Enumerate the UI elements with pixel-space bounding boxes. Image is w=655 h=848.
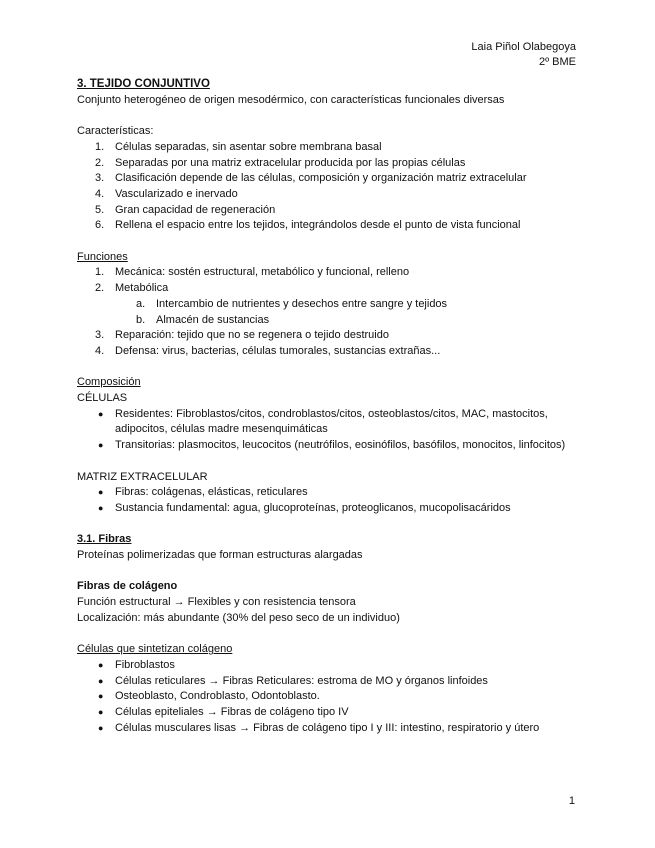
celulas-list: [77, 407, 587, 454]
list-item: ● Células reticulares → Fibras Reticulares: estroma de MO y órganos linfoides: [98, 674, 488, 687]
list-item: ● Células epiteliales → Fibras de colágeno tipo IV: [98, 706, 349, 719]
page-number: 1: [568, 795, 575, 807]
page-header: [471, 40, 576, 70]
section-intro: Conjunto heterogéneo de origen mesodérmico, con características funcionales diversas: [77, 93, 505, 106]
list-item: ● Transitorias: plasmocitos, leucocitos (neutrófilos, eosinófilos, basófilos, monocitos, linfocitos): [98, 439, 566, 452]
list-item: ● Residentes: Fibroblastos/citos, condroblastos/citos, osteoblastos/citos, MAC, mastocitos, adipocitos, células madre mesenquimáticas: [98, 407, 548, 436]
document-body: [77, 77, 587, 736]
matriz-list: [77, 485, 587, 516]
funciones-heading: Funciones: [77, 250, 128, 263]
list-item: 2. Metabólica: [95, 282, 169, 295]
list-item: 1. Mecánica: sostén estructural, metabólico y funcional, relleno: [95, 266, 410, 279]
course-label: 2º BME: [538, 56, 576, 68]
colageno-celulas-heading: Células que sintetizan colágeno: [77, 643, 233, 656]
fibras-title: 3.1. Fibras: [77, 533, 132, 546]
list-item: 5. Gran capacidad de regeneración: [95, 203, 276, 216]
colageno-title: Fibras de colágeno: [77, 580, 178, 593]
list-item: ● Osteoblasto, Condroblasto, Odontoblasto.: [98, 690, 320, 703]
list-item: 3. Reparación: tejido que no se regenera o tejido destruido: [95, 329, 389, 342]
list-item: 6. Rellena el espacio entre los tejidos, integrándolos desde el punto de vista funcional: [95, 219, 521, 232]
section-title: 3. TEJIDO CONJUNTIVO: [77, 78, 210, 90]
list-item: ● Sustancia fundamental: agua, glucoproteínas, proteoglicanos, mucopolisacáridos: [98, 501, 511, 514]
list-item: ● Fibras: colágenas, elásticas, reticulares: [98, 486, 308, 499]
list-item: 1. Células separadas, sin asentar sobre membrana basal: [95, 140, 382, 153]
caracteristicas-list: [77, 140, 587, 234]
list-item: ● Células musculares lisas → Fibras de colágeno tipo I y III: intestino, respiratorio y útero: [98, 721, 540, 734]
fibras-intro: Proteínas polimerizadas que forman estructuras alargadas: [77, 549, 363, 562]
list-item: 4. Defensa: virus, bacterias, células tumorales, sustancias extrañas...: [95, 344, 441, 357]
sub-list-item: b. Almacén de sustancias: [136, 313, 270, 326]
list-item: ● Fibroblastos: [98, 658, 175, 671]
composicion-heading: Composición: [77, 376, 141, 389]
list-item: 3. Clasificación depende de las células, composición y organización matriz extracelular: [95, 172, 527, 185]
author-name: Laia Piñol Olabegoya: [471, 41, 576, 53]
colageno-celulas-list: [77, 658, 587, 737]
colageno-line-1: Función estructural → Flexibles y con resistencia tensora: [77, 596, 356, 609]
caracteristicas-heading: Características:: [77, 125, 154, 138]
celulas-heading: CÉLULAS: [77, 392, 128, 405]
list-item: 4. Vascularizado e inervado: [95, 187, 238, 200]
matriz-heading: MATRIZ EXTRACELULAR: [77, 470, 208, 483]
funciones-list: [77, 265, 587, 359]
colageno-line-2: Localización: más abundante (30% del peso seco de un individuo): [77, 611, 400, 624]
list-item: 2. Separadas por una matriz extracelular producida por las propias células: [95, 156, 466, 169]
sub-list-item: a. Intercambio de nutrientes y desechos entre sangre y tejidos: [136, 297, 448, 310]
